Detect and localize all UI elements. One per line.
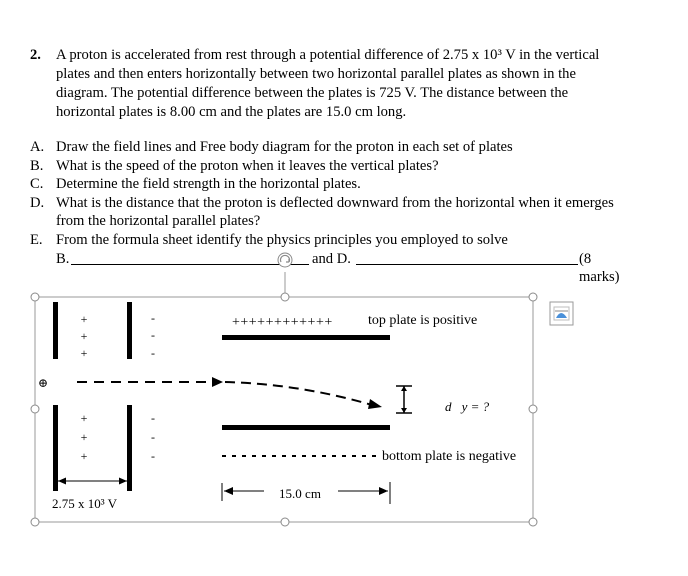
part-text: What is the distance that the proton is deflected downward from the horizontal when it emerges from the horizontal parallel plates? [56,194,614,230]
part-letter: E. [30,231,43,248]
minus-sign: - [151,311,155,325]
top-plate-label: top plate is positive [368,313,478,328]
answer-label-b: B. [56,250,70,267]
resize-handle-left[interactable] [31,405,39,413]
resize-handle-top-left[interactable] [31,293,39,301]
deflection-marker [396,386,412,413]
plus-sign: + [80,449,88,463]
resize-handle-bottom-left[interactable] [31,518,39,526]
proton-symbol: ⊕ [37,376,49,390]
resize-handle-right[interactable] [529,405,537,413]
left-plate-upper [53,302,58,359]
resize-handle-top[interactable] [281,293,289,301]
part-text: What is the speed of the proton when it leaves the vertical plates? [56,157,439,174]
left-plate-lower [53,405,58,491]
plus-sign: + [80,411,88,425]
part-letter: B. [30,157,44,174]
part-text: Draw the field lines and Free body diagram for the proton in each set of plates [56,139,513,155]
bottom-plate-label: bottom plate is negative [382,449,517,464]
resize-handle-bottom-right[interactable] [529,518,537,526]
plus-sign: + [80,312,88,326]
minus-sign: - [151,430,155,444]
part-letter: D. [30,194,45,211]
marks-label: (8 marks) [579,250,620,286]
minus-sign: - [151,449,155,463]
voltage-label: 2.75 x 10³ V [52,496,118,511]
proton-path-arrowhead [212,377,223,387]
minus-sign: - [151,328,155,342]
part-text: Determine the field strength in the horizontal plates. [56,176,361,193]
right-plate-upper [127,302,132,359]
voltage-dimension [58,478,127,485]
plus-sign: + [80,329,88,343]
deflected-path-arrowhead [368,399,382,409]
minus-sign: - [151,411,155,425]
deflection-label: d⃗y = ? [445,399,490,414]
plus-sign: + [80,346,88,360]
plus-sign: + [80,430,88,444]
left-plate-charges [81,312,88,463]
rotate-handle-icon[interactable] [278,253,292,267]
question-number: 2. [30,47,41,63]
resize-handle-bottom[interactable] [281,518,289,526]
top-plate [222,335,390,340]
resize-handle-top-right[interactable] [529,293,537,301]
part-text: From the formula sheet identify the physics principles you employed to solve [56,231,508,248]
minus-sign: - [151,346,155,360]
part-letter: C. [30,176,44,193]
answer-label-d: and D. [312,250,351,267]
deflected-path [225,382,372,405]
bottom-plate [222,425,390,430]
right-plate-charges [151,311,155,463]
part-letter: A. [30,139,45,155]
top-plate-charges: ++++++++++++ [232,315,333,330]
right-plate-lower [127,405,132,491]
length-label: 15.0 cm [279,486,321,501]
question-text: A proton is accelerated from rest through a potential difference of 2.75 x 10³ V in the vertical plates and then enters horizontally between two horizontal parallel plates as shown in the diagram. The potential difference between the plates is 725 V. The distance between the horizontal plates is 8.00 cm and the plates are 15.0 cm long. [56,47,600,120]
layout-options-icon[interactable] [550,302,573,325]
